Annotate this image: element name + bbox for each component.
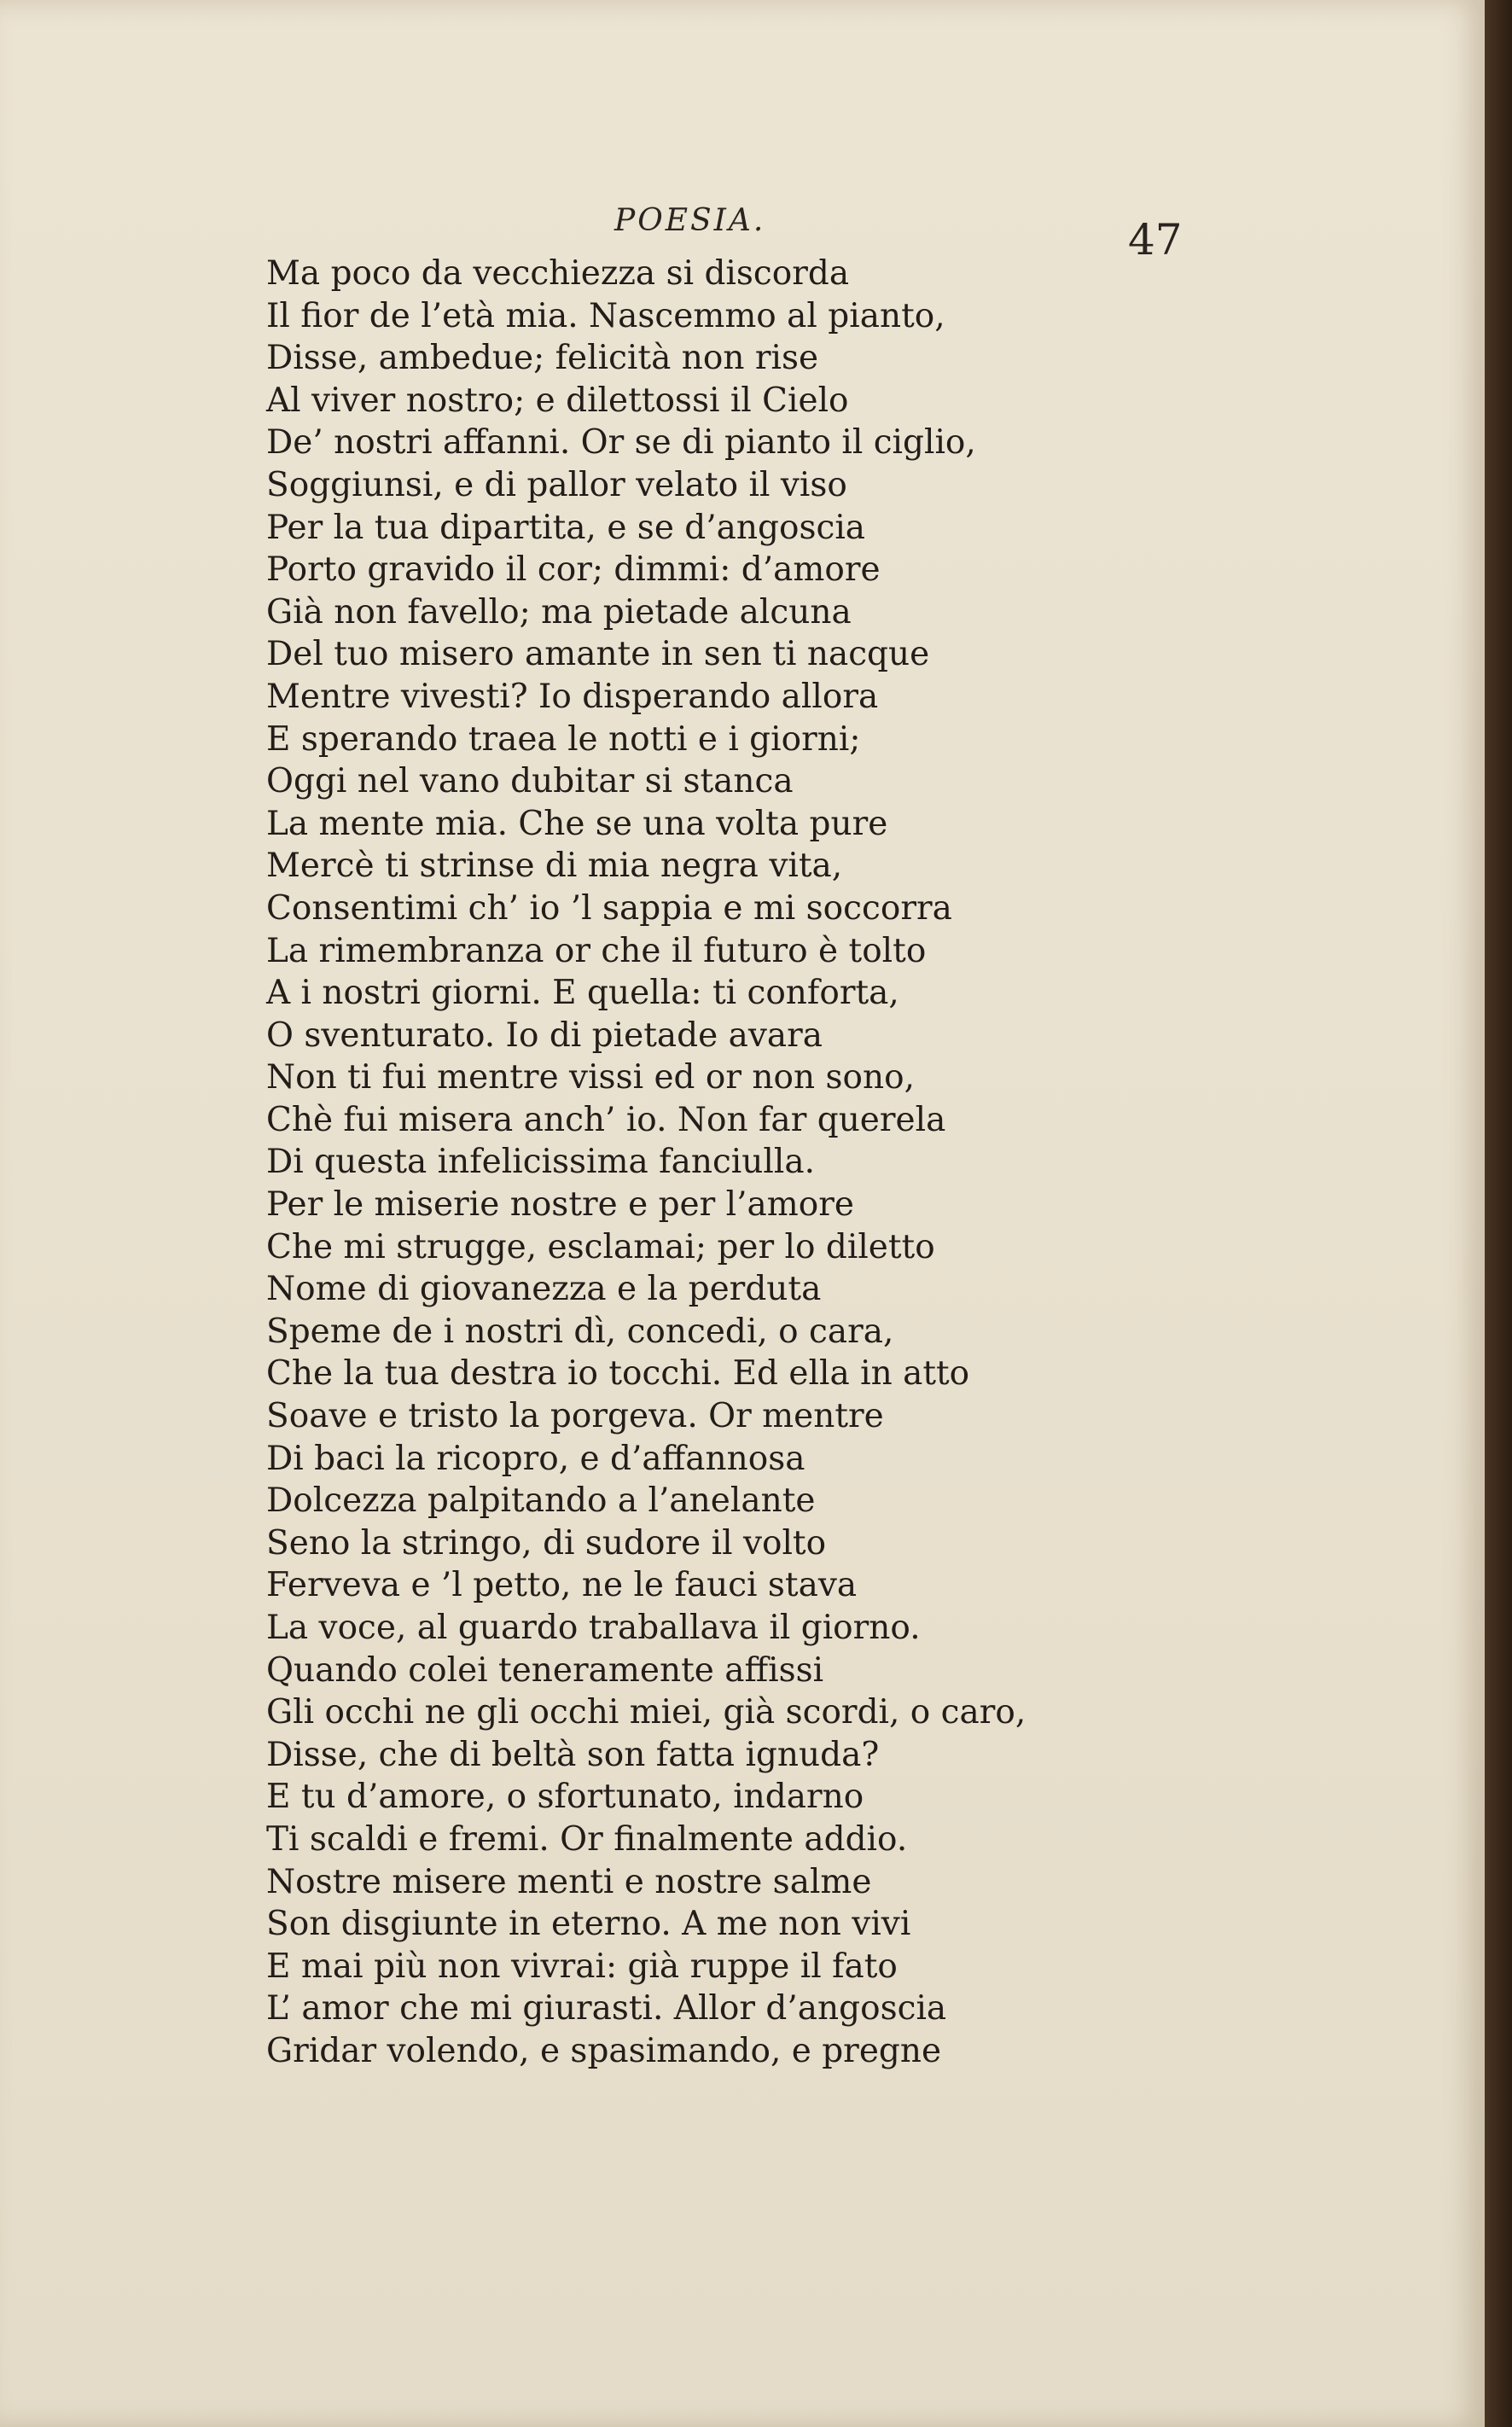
verse-line: La rimembranza or che il futuro è tolto <box>266 931 927 970</box>
verse-line: Disse, ambedue; felicità non rise <box>266 339 819 378</box>
verse-line: L’ amor che mi giurasti. Allor d’angoscia <box>266 1989 947 2028</box>
verse-line: Non ti fui mentre vissi ed or non sono, <box>266 1058 916 1097</box>
verse-line: Il fior de l’età mia. Nascemmo al pianto, <box>266 296 945 335</box>
verse-line: Quando colei teneramente affissi <box>266 1650 824 1690</box>
verse-line: Seno la stringo, di sudore il volto <box>266 1523 827 1563</box>
verse-body <box>266 253 1145 2073</box>
verse-line: Mercè ti strinse di mia negra vita, <box>266 847 843 886</box>
running-head: POESIA. <box>614 203 766 238</box>
page-number: 47 <box>1128 215 1183 265</box>
verse-line: Al viver nostro; e dilettossi il Cielo <box>266 381 849 420</box>
verse-line: Ferveva e ’l petto, ne le fauci stava <box>266 1566 858 1605</box>
verse-line: De’ nostri affanni. Or se di pianto il ciglio, <box>266 423 976 463</box>
verse-line: Nostre misere menti e nostre salme <box>266 1862 872 1901</box>
verse-line: A i nostri giorni. E quella: ti conforta, <box>266 974 899 1013</box>
verse-line: Che la tua destra io tocchi. Ed ella in atto <box>266 1354 970 1394</box>
verse-line: Chè fui misera anch’ io. Non far querela <box>266 1100 946 1139</box>
verse-line: Dolcezza palpitando a l’anelante <box>266 1481 816 1521</box>
verse-line: Consentimi ch’ io ’l sappia e mi soccorra <box>266 888 952 928</box>
verse-line: Ma poco da vecchiezza si discorda <box>266 254 850 293</box>
verse-line: Speme de i nostri dì, concedi, o cara, <box>266 1312 894 1351</box>
verse-line: Che mi strugge, esclamai; per lo diletto <box>266 1227 935 1266</box>
book-edge <box>1485 0 1512 2427</box>
verse-line: E mai più non vivrai: già ruppe il fato <box>266 1947 898 1986</box>
verse-line: Di baci la ricopro, e d’affannosa <box>266 1439 805 1478</box>
verse-line: Disse, che di beltà son fatta ignuda? <box>266 1735 880 1774</box>
verse-line: Gli occhi ne gli occhi miei, già scordi, o caro, <box>266 1693 1026 1732</box>
verse-line: La mente mia. Che se una volta pure <box>266 804 888 843</box>
verse-line: E sperando traea le notti e i giorni; <box>266 719 861 759</box>
verse-line: Mentre vivesti? Io disperando allora <box>266 677 879 716</box>
verse-line: Son disgiunte in eterno. A me non vivi <box>266 1905 911 1944</box>
verse-line: Gridar volendo, e spasimando, e pregne <box>266 2031 942 2070</box>
verse-line: Soggiunsi, e di pallor velato il viso <box>266 465 847 504</box>
verse-line: O sventurato. Io di pietade avara <box>266 1016 823 1055</box>
verse-line: Soave e tristo la porgeva. Or mentre <box>266 1397 884 1436</box>
verse-line: Per le miserie nostre e per l’amore <box>266 1185 854 1225</box>
verse-line: E tu d’amore, o sfortunato, indarno <box>266 1778 864 1817</box>
verse-line: Di questa infelicissima fanciulla. <box>266 1143 815 1182</box>
verse-line: Nome di giovanezza e la perduta <box>266 1270 822 1309</box>
verse-line: Già non favello; ma pietade alcuna <box>266 592 852 631</box>
verse-line: Del tuo misero amante in sen ti nacque <box>266 635 930 674</box>
verse-line: Oggi nel vano dubitar si stanca <box>266 762 794 801</box>
verse-line: Per la tua dipartita, e se d’angoscia <box>266 508 866 547</box>
verse-line: Ti scaldi e fremi. Or finalmente addio. <box>266 1819 908 1859</box>
verse-line: La voce, al guardo traballava il giorno. <box>266 1609 921 1647</box>
verse-line: Porto gravido il cor; dimmi: d’amore <box>266 550 881 590</box>
